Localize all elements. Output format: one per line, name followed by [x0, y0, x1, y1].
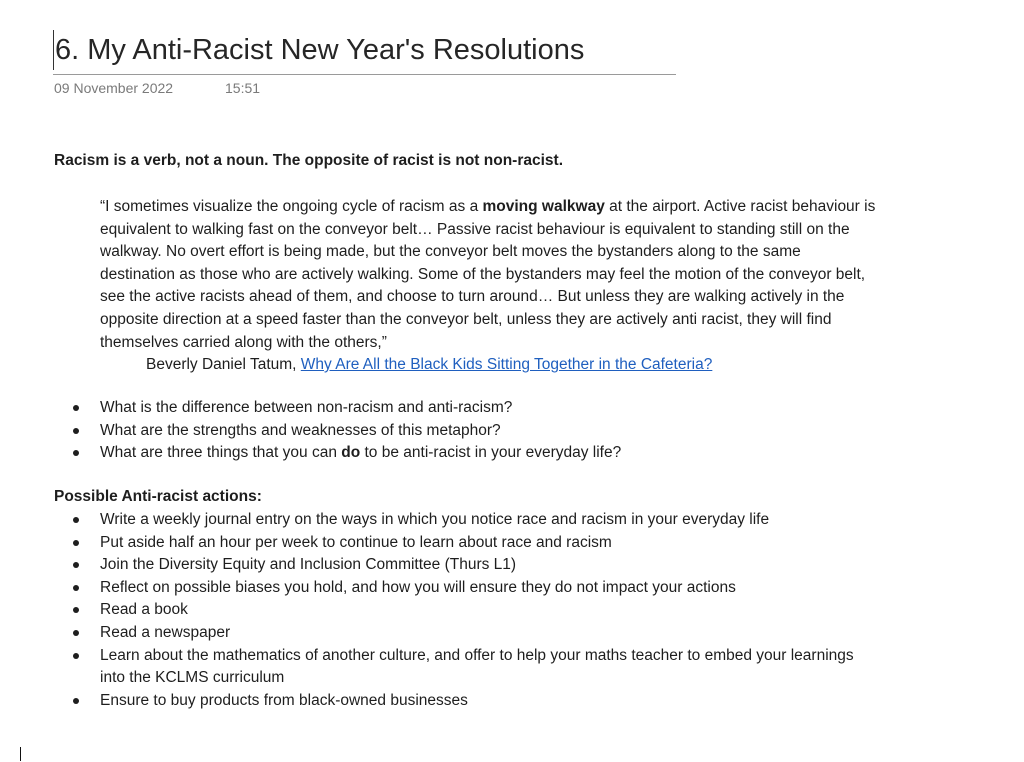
text-cursor: [20, 747, 21, 761]
page-time: 15:51: [225, 80, 261, 96]
bullet-icon: [73, 630, 79, 636]
questions-list: [0, 397, 1024, 465]
actions-list: [0, 509, 1024, 712]
action-text: Reflect on possible biases you hold, and how you will ensure they do not impact your actions: [100, 578, 736, 596]
action-text: Ensure to buy products from black-owned businesses: [100, 691, 468, 709]
quote-line: opposite direction at a speed faster than the conveyor belt, unless they are actively anti racist, they will find: [100, 310, 832, 328]
list-item[interactable]: [0, 532, 1024, 555]
intro-heading[interactable]: Racism is a verb, not a noun. The opposite of racist is not non-racist.: [54, 152, 564, 169]
page-date: 09 November 2022: [54, 80, 174, 96]
quote-line: equivalent to walking fast on the conveyor belt… Passive racist behaviour is equivalent to standing still on the: [100, 220, 850, 238]
list-item[interactable]: [0, 577, 1024, 600]
bullet-icon: [73, 428, 79, 434]
bullet-icon: [73, 653, 79, 659]
quote-attribution: [146, 354, 712, 377]
list-item[interactable]: [0, 442, 1024, 465]
action-text-line: Learn about the mathematics of another culture, and offer to help your maths teacher to embed your learnings: [100, 646, 854, 664]
quote-emphasis: moving walkway: [482, 198, 605, 215]
action-text: Join the Diversity Equity and Inclusion Committee (Thurs L1): [100, 556, 517, 574]
quote-line: destination as those who are actively walking. Some of the bystanders may feel the motion of the conveyor belt,: [100, 265, 866, 283]
action-text-line: into the KCLMS curriculum: [100, 669, 285, 687]
book-link[interactable]: Why Are All the Black Kids Sitting Together in the Cafeteria?: [300, 356, 713, 373]
question-text-part: What are three things that you can: [100, 444, 342, 462]
list-item[interactable]: [0, 622, 1024, 645]
action-text: Read a newspaper: [100, 623, 231, 641]
action-text: Read a book: [100, 601, 188, 619]
list-item[interactable]: [0, 599, 1024, 622]
quote-line: walkway. No overt effort is being made, but the conveyor belt moves the bystanders along to the same: [100, 243, 801, 261]
question-text: What are the strengths and weaknesses of this metaphor?: [100, 421, 501, 439]
attribution-author: Beverly Daniel Tatum,: [146, 356, 301, 373]
bullet-icon: [73, 585, 79, 591]
quote-line: themselves carried along with the others,”: [100, 333, 387, 351]
question-text-part: to be anti-racist in your everyday life?: [360, 444, 622, 462]
list-item[interactable]: [0, 690, 1024, 713]
quote-text: at the airport. Active racist behaviour is: [604, 198, 876, 215]
quote-line: [100, 196, 960, 219]
bullet-icon: [73, 450, 79, 456]
question-emphasis: do: [341, 444, 361, 462]
action-text: Write a weekly journal entry on the ways in which you notice race and racism in your everyday life: [100, 511, 770, 528]
bullet-icon: [73, 405, 79, 411]
list-item[interactable]: [0, 397, 1024, 420]
list-item[interactable]: [0, 420, 1024, 443]
quote-line: see the active racists ahead of them, and choose to turn around… But unless they are walking actively in the: [100, 288, 845, 306]
bullet-icon: [73, 540, 79, 546]
page-title-container[interactable]: [53, 28, 676, 75]
question-text: [100, 442, 960, 465]
action-text: Put aside half an hour per week to continue to learn about race and racism: [100, 533, 612, 551]
actions-heading[interactable]: Possible Anti-racist actions:: [54, 488, 262, 505]
page-title[interactable]: 6. My Anti-Racist New Year's Resolutions: [55, 34, 585, 66]
bullet-icon: [73, 698, 79, 704]
list-item[interactable]: [0, 645, 1024, 690]
quote-text: “I sometimes visualize the ongoing cycle of racism as a: [100, 198, 483, 215]
question-text: What is the difference between non-racism and anti-racism?: [100, 399, 513, 416]
bullet-icon: [73, 517, 79, 523]
list-item[interactable]: [0, 554, 1024, 577]
bullet-icon: [73, 607, 79, 613]
bullet-icon: [73, 562, 79, 568]
list-item[interactable]: [0, 509, 1024, 532]
quote-block[interactable]: [100, 196, 960, 354]
text-cursor: [53, 30, 54, 70]
action-text: [100, 645, 960, 690]
